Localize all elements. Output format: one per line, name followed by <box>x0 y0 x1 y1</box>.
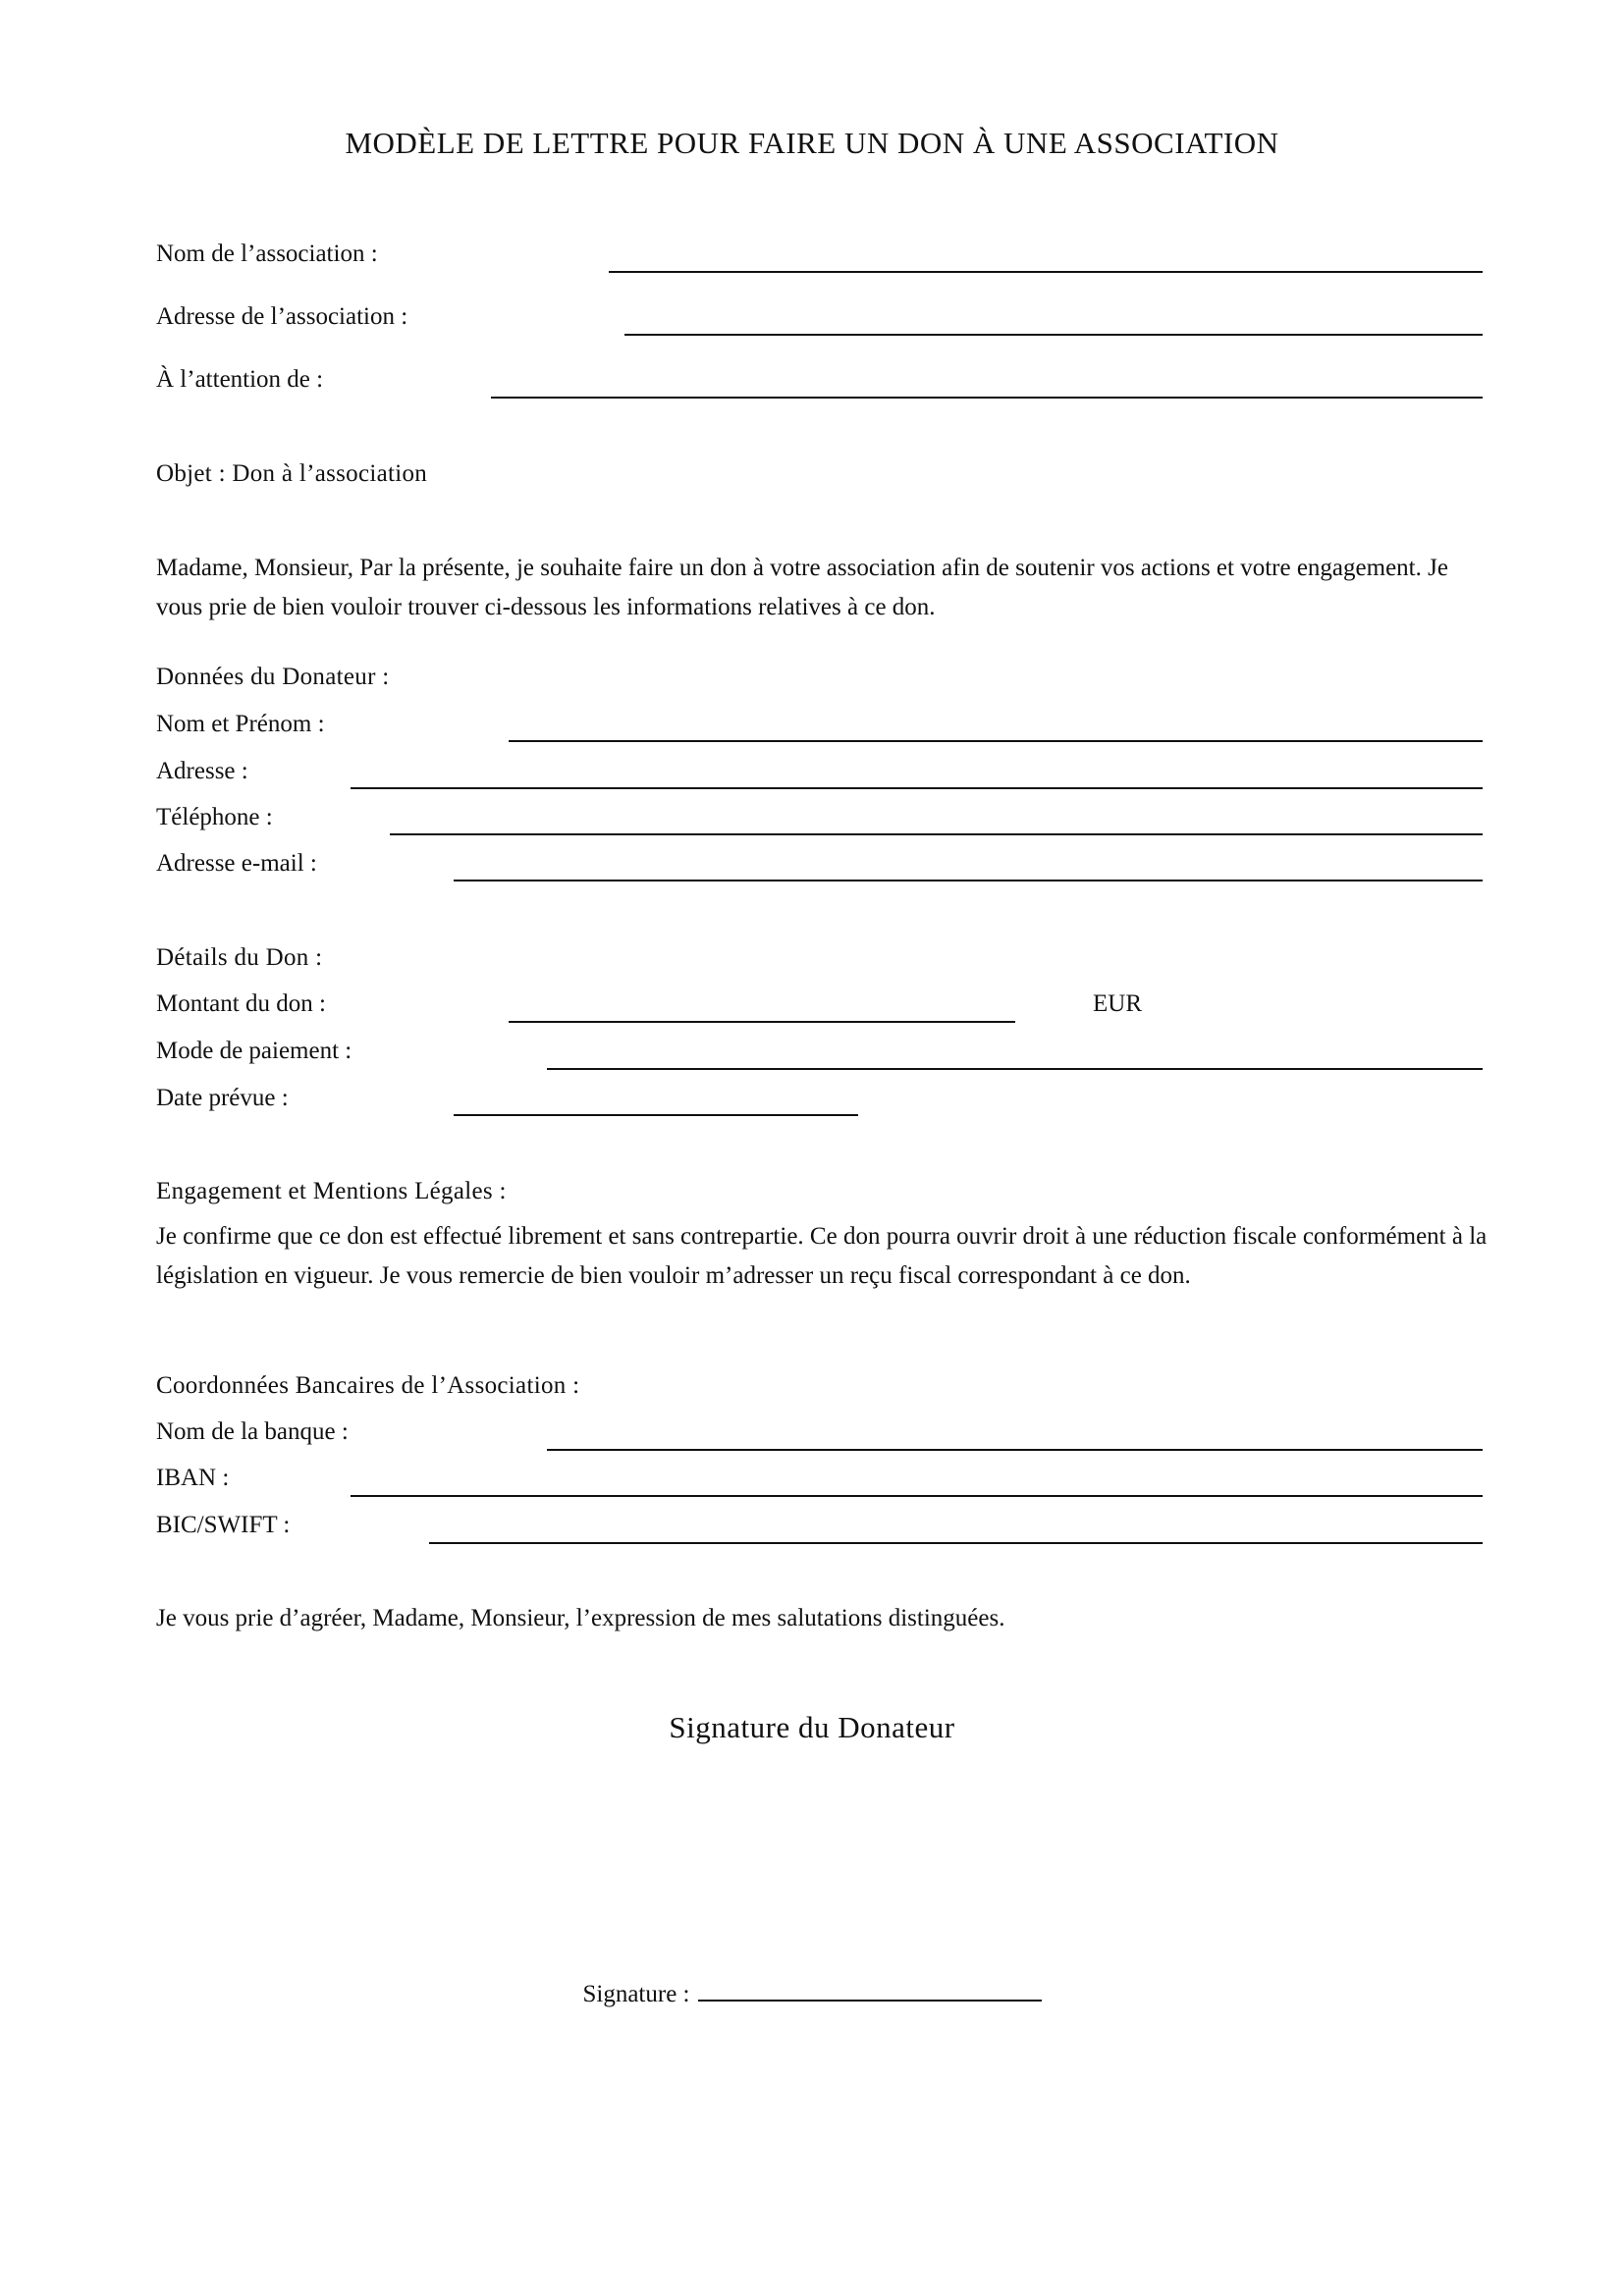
donor-phone-label: Téléphone : <box>156 804 273 830</box>
legal-paragraph: Je confirme que ce don est effectué librement et sans contrepartie. Ce don pourra ouvrir droit à une réduction fiscale conformément à la législation en vigueur. Je vous remercie de bien vouloir m’adresser un reçu fiscal correspondant à ce don. <box>156 1223 1488 1289</box>
signature-heading: Signature du Donateur <box>669 1710 955 1744</box>
donor-email-field[interactable] <box>454 880 1483 881</box>
donor-name-field[interactable] <box>509 740 1483 742</box>
bank-name-label: Nom de la banque : <box>156 1418 349 1445</box>
association-name-field[interactable] <box>609 271 1483 273</box>
donor-address-label: Adresse : <box>156 758 248 784</box>
donor-heading: Données du Donateur : <box>156 664 390 690</box>
signature-label: Signature : <box>582 1981 690 2007</box>
bic-field[interactable] <box>429 1542 1483 1544</box>
donor-name-label: Nom et Prénom : <box>156 711 325 737</box>
donation-amount-field[interactable] <box>509 1021 1015 1023</box>
legal-heading: Engagement et Mentions Légales : <box>156 1178 507 1204</box>
donor-email-label: Adresse e-mail : <box>156 850 317 877</box>
iban-field[interactable] <box>351 1495 1483 1497</box>
donation-amount-label: Montant du don : <box>156 990 326 1017</box>
bank-name-field[interactable] <box>547 1449 1483 1451</box>
closing-line: Je vous prie d’agréer, Madame, Monsieur, l’expression de mes salutations distinguées. <box>156 1605 1005 1631</box>
signature-row <box>0 1976 1624 2009</box>
planned-date-label: Date prévue : <box>156 1085 289 1111</box>
bank-heading: Coordonnées Bancaires de l’Association : <box>156 1372 580 1399</box>
association-name-label: Nom de l’association : <box>156 240 378 267</box>
document-title: MODÈLE DE LETTRE POUR FAIRE UN DON À UNE ASSOCIATION <box>345 126 1279 160</box>
association-address-field[interactable] <box>624 334 1483 336</box>
iban-label: IBAN : <box>156 1465 230 1491</box>
bic-label: BIC/SWIFT : <box>156 1512 291 1538</box>
attention-field[interactable] <box>491 397 1483 399</box>
subject-line: Objet : Don à l’association <box>156 460 428 487</box>
currency-label: EUR <box>1093 990 1142 1017</box>
planned-date-field[interactable] <box>454 1114 858 1116</box>
association-address-label: Adresse de l’association : <box>156 303 408 330</box>
payment-method-label: Mode de paiement : <box>156 1038 352 1064</box>
intro-paragraph: Madame, Monsieur, Par la présente, je souhaite faire un don à votre association afin de soutenir vos actions et votre engagement. Je vous prie de bien vouloir trouver ci-dessous les informations relatives à ce don. <box>156 555 1448 620</box>
donation-heading: Détails du Don : <box>156 944 323 971</box>
signature-field[interactable] <box>698 1976 1042 2002</box>
donor-address-field[interactable] <box>351 787 1483 789</box>
attention-label: À l’attention de : <box>156 366 324 393</box>
donor-phone-field[interactable] <box>390 833 1483 835</box>
payment-method-field[interactable] <box>547 1068 1483 1070</box>
